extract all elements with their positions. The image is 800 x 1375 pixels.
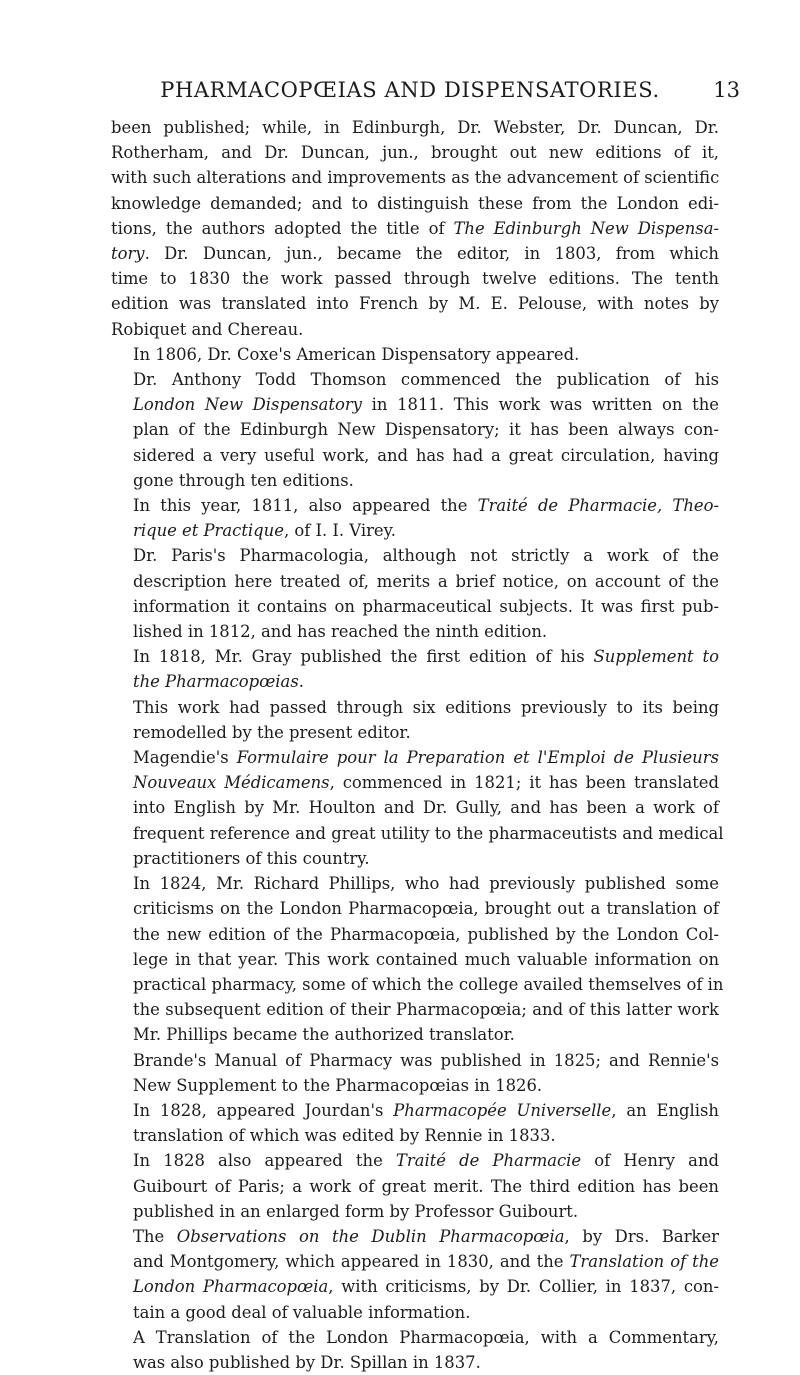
text-line: the Pharmacopœias. (133, 672, 304, 692)
text-line: The Observations on the Dublin Pharmacopœia, by Drs. Barker (133, 1226, 720, 1246)
text-line: This work had passed through six editions previously to its being (133, 697, 719, 717)
text-line: time to 1830 the work passed through twelve editions. The tenth (111, 269, 719, 289)
paragraph (111, 115, 719, 342)
paragraph (111, 493, 719, 543)
page-number: 13 (713, 78, 740, 102)
paragraph (111, 1098, 719, 1148)
paragraph (111, 745, 724, 871)
text-line: frequent reference and great utility to the pharmaceutists and medical (133, 823, 724, 843)
text-line: Magendie's Formulaire pour la Preparation et l'Emploi de Plusieurs (133, 748, 719, 768)
paragraph (111, 1048, 719, 1098)
running-title: PHARMACOPŒIAS AND DISPENSATORIES. (160, 78, 660, 102)
text-line: Rotherham, and Dr. Duncan, jun., brought out new editions of it, (111, 143, 719, 163)
body-text (111, 115, 724, 1375)
text-line: lished in 1812, and has reached the ninth edition. (133, 622, 548, 642)
text-line: published in an enlarged form by Professor Guibourt. (133, 1201, 579, 1221)
paragraph (111, 644, 719, 694)
paragraph (111, 367, 719, 493)
text-line: remodelled by the present editor. (133, 722, 411, 742)
text-line: Mr. Phillips became the authorized translator. (133, 1025, 515, 1045)
text-line: In 1828 also appeared the Traité de Pharmacie of Henry and (133, 1151, 719, 1171)
text-line: London Pharmacopœia, with criticisms, by Dr. Collier, in 1837, con- (133, 1277, 720, 1297)
text-line: was also published by Dr. Spillan in 1837. (133, 1352, 481, 1372)
paragraph (111, 1224, 719, 1325)
text-line: practitioners of this country. (133, 848, 370, 868)
text-line: tory. Dr. Duncan, jun., became the editor, in 1803, from which (111, 244, 719, 264)
text-line: gone through ten editions. (133, 470, 354, 490)
paragraph (111, 871, 724, 1047)
text-line: London New Dispensatory in 1811. This work was written on the (133, 395, 719, 415)
text-line: into English by Mr. Houlton and Dr. Gully, and has been a work of (133, 798, 719, 818)
text-line: criticisms on the London Pharmacopœia, brought out a translation of (133, 899, 719, 919)
text-line: tain a good deal of valuable information. (133, 1302, 471, 1322)
text-line: Brande's Manual of Pharmacy was published in 1825; and Rennie's (133, 1050, 719, 1070)
text-line: with such alterations and improvements as the advancement of scientific (111, 168, 720, 188)
text-line: information it contains on pharmaceutical subjects. It was first pub- (133, 596, 719, 616)
running-head (110, 78, 740, 106)
paragraph (111, 543, 719, 644)
text-line: and Montgomery, which appeared in 1830, and the Translation of the (133, 1252, 719, 1272)
text-line: A Translation of the London Pharmacopœia, with a Commentary, (133, 1327, 719, 1347)
text-line: rique et Practique, of I. I. Virey. (133, 521, 396, 541)
text-line: plan of the Edinburgh New Dispensatory; it has been always con- (133, 420, 719, 440)
paragraph (111, 1148, 719, 1224)
text-line: In 1824, Mr. Richard Phillips, who had previously published some (133, 874, 719, 894)
text-line: Nouveaux Médicamens, commenced in 1821; it has been translated (133, 773, 719, 793)
text-line: the subsequent edition of their Pharmacopœia; and of this latter work (133, 1000, 719, 1020)
text-line: New Supplement to the Pharmacopœias in 1826. (133, 1075, 543, 1095)
text-line: Guibourt of Paris; a work of great merit. The third edition has been (133, 1176, 719, 1196)
paragraph (111, 1325, 719, 1375)
text-line: Dr. Paris's Pharmacologia, although not strictly a work of the (133, 546, 719, 566)
text-line: Robiquet and Chereau. (111, 319, 304, 339)
text-line: knowledge demanded; and to distinguish these from the London edi- (111, 193, 719, 213)
text-line: In this year, 1811, also appeared the Traité de Pharmacie, Theo- (133, 496, 720, 516)
paragraph (111, 695, 719, 745)
text-line: translation of which was edited by Rennie in 1833. (133, 1126, 556, 1146)
paragraph (111, 342, 719, 367)
text-line: In 1828, appeared Jourdan's Pharmacopée Universelle, an English (133, 1100, 719, 1120)
text-line: the new edition of the Pharmacopœia, published by the London Col- (133, 924, 719, 944)
text-line: lege in that year. This work contained much valuable information on (133, 949, 719, 969)
text-line: edition was translated into French by M. E. Pelouse, with notes by (111, 294, 719, 314)
text-line: tions, the authors adopted the title of The Edinburgh New Dispensa- (111, 218, 719, 238)
text-line: Dr. Anthony Todd Thomson commenced the publication of his (133, 370, 719, 390)
text-line: sidered a very useful work, and has had a great circulation, having (133, 445, 719, 465)
text-line: been published; while, in Edinburgh, Dr. Webster, Dr. Duncan, Dr. (111, 118, 719, 137)
text-line: In 1818, Mr. Gray published the first edition of his Supplement to (133, 647, 719, 667)
text-line: practical pharmacy, some of which the college availed themselves of in (133, 974, 724, 994)
text-line: In 1806, Dr. Coxe's American Dispensatory appeared. (133, 344, 580, 364)
text-line: description here treated of, merits a brief notice, on account of the (133, 571, 719, 591)
